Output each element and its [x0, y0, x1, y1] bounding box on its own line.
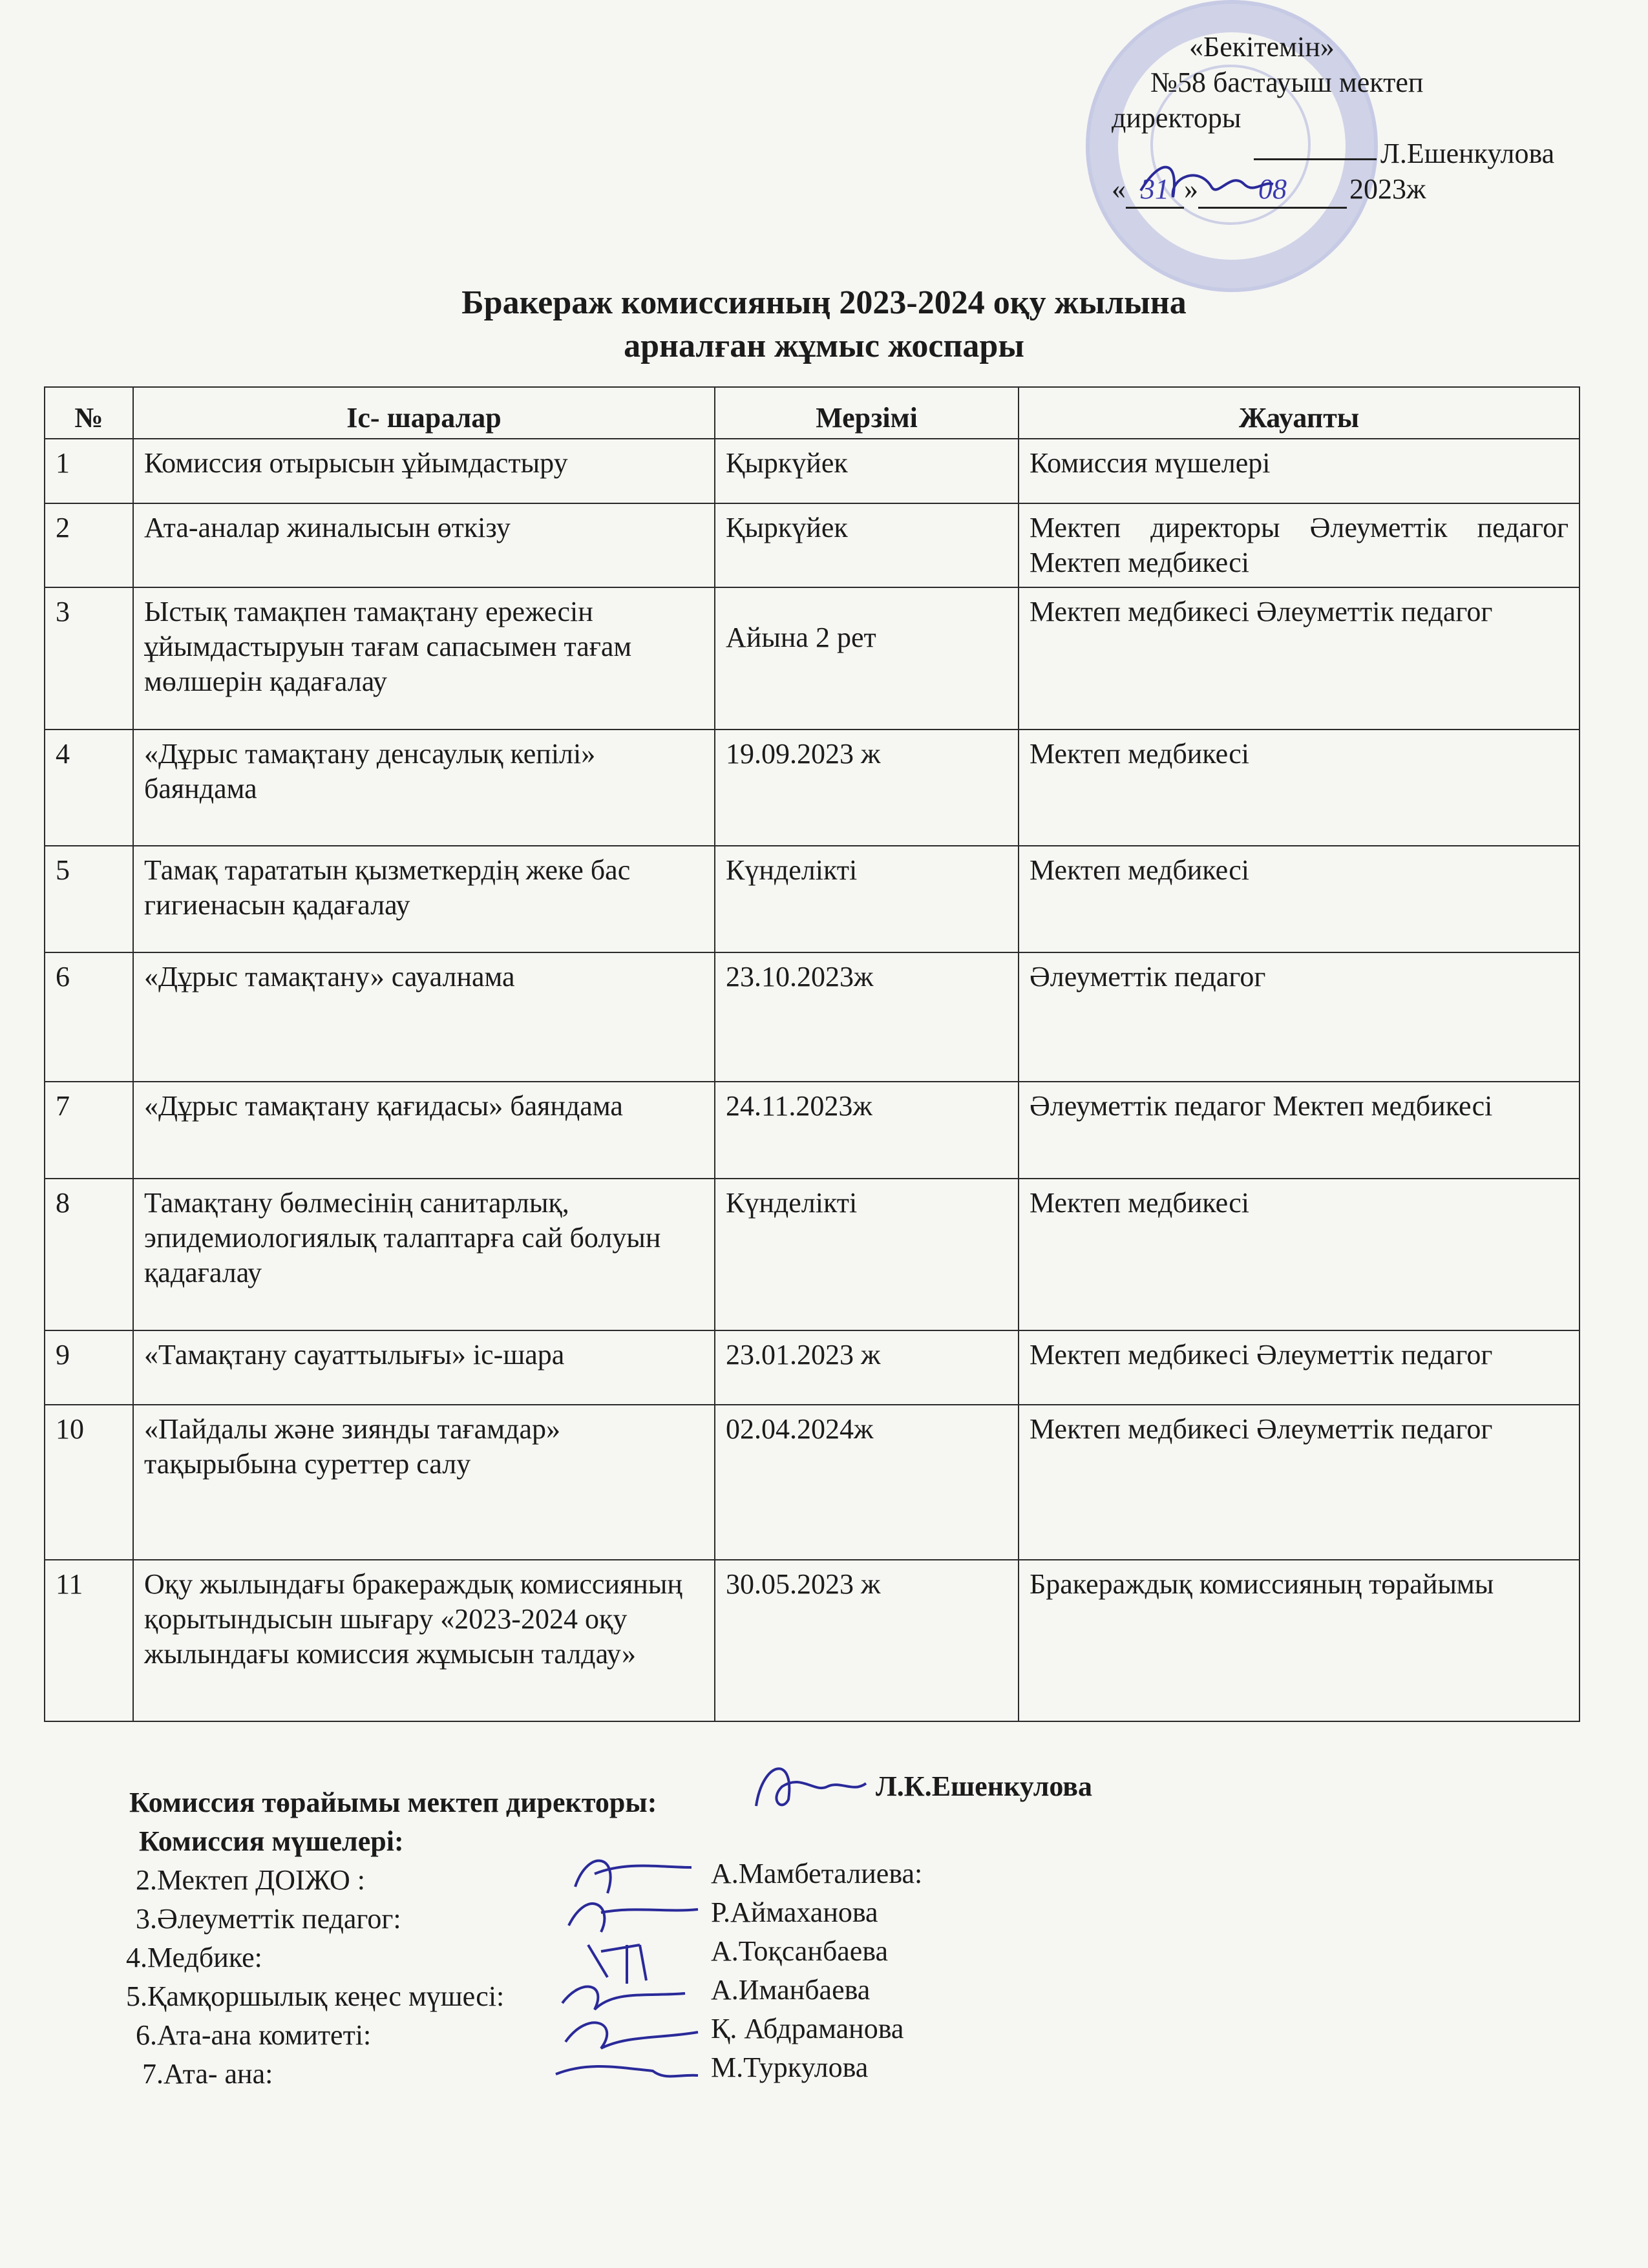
approval-director-name: Л.Ешенкулова	[1380, 138, 1555, 169]
date-day: 31	[1126, 171, 1184, 209]
row-date: Қыркүйек	[715, 439, 1019, 503]
member-role-6: 6.Ата-ана комитеті:	[136, 2019, 372, 2051]
row-event: «Дұрыс тамақтану қағидасы» баяндама	[133, 1082, 715, 1179]
row-event: «Тамақтану сауаттылығы» іс-шара	[133, 1330, 715, 1405]
approval-title: «Бекітемін»	[1189, 31, 1335, 63]
row-responsible: Мектеп медбикесі	[1019, 730, 1579, 846]
date-quote-close: »	[1184, 173, 1198, 205]
chair-label: Комиссия төрайымы мектеп директоры:	[129, 1787, 657, 1818]
date-quote-open: «	[1112, 173, 1126, 205]
date-month: 08	[1198, 171, 1347, 209]
row-responsible: Мектеп медбикесі Әлеуметтік педагог	[1019, 1330, 1579, 1405]
member-name-5: А.Иманбаева	[711, 1974, 871, 2006]
row-num: 6	[45, 952, 133, 1082]
table-row	[45, 952, 1579, 1082]
member-role-3: 3.Әлеуметтік педагог:	[136, 1903, 401, 1935]
row-event: Ыстық тамақпен тамақтану ережесін ұйымдастыруын тағам сапасымен тағам мөлшерін қадағалау	[133, 587, 715, 730]
table-row	[45, 1560, 1579, 1721]
table-row	[45, 1179, 1579, 1330]
row-responsible: Мектеп медбикесі	[1019, 846, 1579, 952]
date-year: 2023ж	[1349, 173, 1426, 205]
row-date: 30.05.2023 ж	[715, 1560, 1019, 1721]
row-responsible: Әлеуметтік педагог	[1019, 952, 1579, 1082]
row-date: 02.04.2024ж	[715, 1405, 1019, 1560]
member-name-7: М.Туркулова	[711, 2052, 869, 2083]
row-num: 2	[45, 503, 133, 587]
row-responsible: Бракераждық комиссияның төрайымы	[1019, 1560, 1579, 1721]
member-role-4: 4.Медбике:	[126, 1942, 262, 1973]
row-event: «Дұрыс тамақтану денсаулық кепілі» баяндама	[133, 730, 715, 846]
row-responsible: Әлеуметтік педагог Мектеп медбикесі	[1019, 1082, 1579, 1179]
work-plan-table	[44, 386, 1580, 1722]
row-responsible: Мектеп медбикесі Әлеуметтік педагог	[1019, 1405, 1579, 1560]
row-responsible: Мектеп медбикесі Әлеуметтік педагог	[1019, 587, 1579, 730]
row-num: 8	[45, 1179, 133, 1330]
row-event: Тамақтану бөлмесінің санитарлық, эпидемиологиялық талаптарға сай болуын қадағалау	[133, 1179, 715, 1330]
header-num: №	[45, 387, 133, 439]
row-num: 4	[45, 730, 133, 846]
table-row	[45, 730, 1579, 846]
row-date: 19.09.2023 ж	[715, 730, 1019, 846]
row-date: Күнделікті	[715, 846, 1019, 952]
member-name-3: Р.Аймаханова	[711, 1896, 878, 1928]
row-num: 3	[45, 587, 133, 730]
header-date: Мерзімі	[715, 387, 1019, 439]
row-responsible: Мектеп директоры Әлеуметтік педагог Мектеп медбикесі	[1019, 503, 1579, 587]
chair-name: Л.К.Ешенкулова	[876, 1770, 1093, 1802]
header-responsible: Жауапты	[1019, 387, 1579, 439]
row-num: 9	[45, 1330, 133, 1405]
row-event: Комиссия отырысын ұйымдастыру	[133, 439, 715, 503]
page-title-line1: Бракераж комиссияның 2023-2024 оқу жылына	[461, 284, 1187, 321]
table-row	[45, 1330, 1579, 1405]
chair-signature	[743, 1748, 872, 1825]
director-signature	[1134, 152, 1283, 210]
row-date: 23.01.2023 ж	[715, 1330, 1019, 1405]
member-role-7: 7.Ата- ана:	[142, 2058, 273, 2090]
header-event: Іс- шаралар	[133, 387, 715, 439]
row-date: Қыркүйек	[715, 503, 1019, 587]
row-date: 23.10.2023ж	[715, 952, 1019, 1082]
table-row	[45, 846, 1579, 952]
row-num: 11	[45, 1560, 133, 1721]
table-row	[45, 439, 1579, 503]
member-signatures	[549, 1848, 717, 2094]
row-date: 24.11.2023ж	[715, 1082, 1019, 1179]
row-date: Күнделікті	[715, 1179, 1019, 1330]
approval-position: директоры	[1112, 102, 1241, 134]
member-name-2: А.Мамбеталиева:	[711, 1858, 923, 1889]
members-label: Комиссия мүшелері:	[139, 1825, 404, 1857]
row-responsible: Мектеп медбикесі	[1019, 1179, 1579, 1330]
page-title-line2: арналған жұмыс жоспары	[624, 328, 1024, 364]
member-name-4: А.Тоқсанбаева	[711, 1935, 889, 1967]
member-name-6: Қ. Абдраманова	[711, 2013, 904, 2044]
table-header-row	[45, 387, 1579, 439]
table-row	[45, 503, 1579, 587]
row-event: «Дұрыс тамақтану» сауалнама	[133, 952, 715, 1082]
row-event: Ата-аналар жиналысын өткізу	[133, 503, 715, 587]
row-num: 10	[45, 1405, 133, 1560]
row-num: 1	[45, 439, 133, 503]
row-event: Оқу жылындағы бракераждық комиссияның қорытындысын шығару «2023-2024 оқу жылындағы комиссия жұмысын талдау»	[133, 1560, 715, 1721]
row-responsible: Комиссия мүшелері	[1019, 439, 1579, 503]
row-event: «Пайдалы және зиянды тағамдар» тақырыбына суреттер салу	[133, 1405, 715, 1560]
row-num: 5	[45, 846, 133, 952]
member-role-2: 2.Мектеп ДОІЖО :	[136, 1864, 365, 1896]
table-row	[45, 1405, 1579, 1560]
row-date: Айына 2 рет	[715, 587, 1019, 730]
member-role-5: 5.Қамқоршылық кеңес мүшесі:	[126, 1980, 505, 2012]
table-row	[45, 1082, 1579, 1179]
approval-school: №58 бастауыш мектеп	[1150, 67, 1424, 98]
row-event: Тамақ тарататын қызметкердің жеке бас гигиенасын қадағалау	[133, 846, 715, 952]
table-row	[45, 587, 1579, 730]
row-num: 7	[45, 1082, 133, 1179]
